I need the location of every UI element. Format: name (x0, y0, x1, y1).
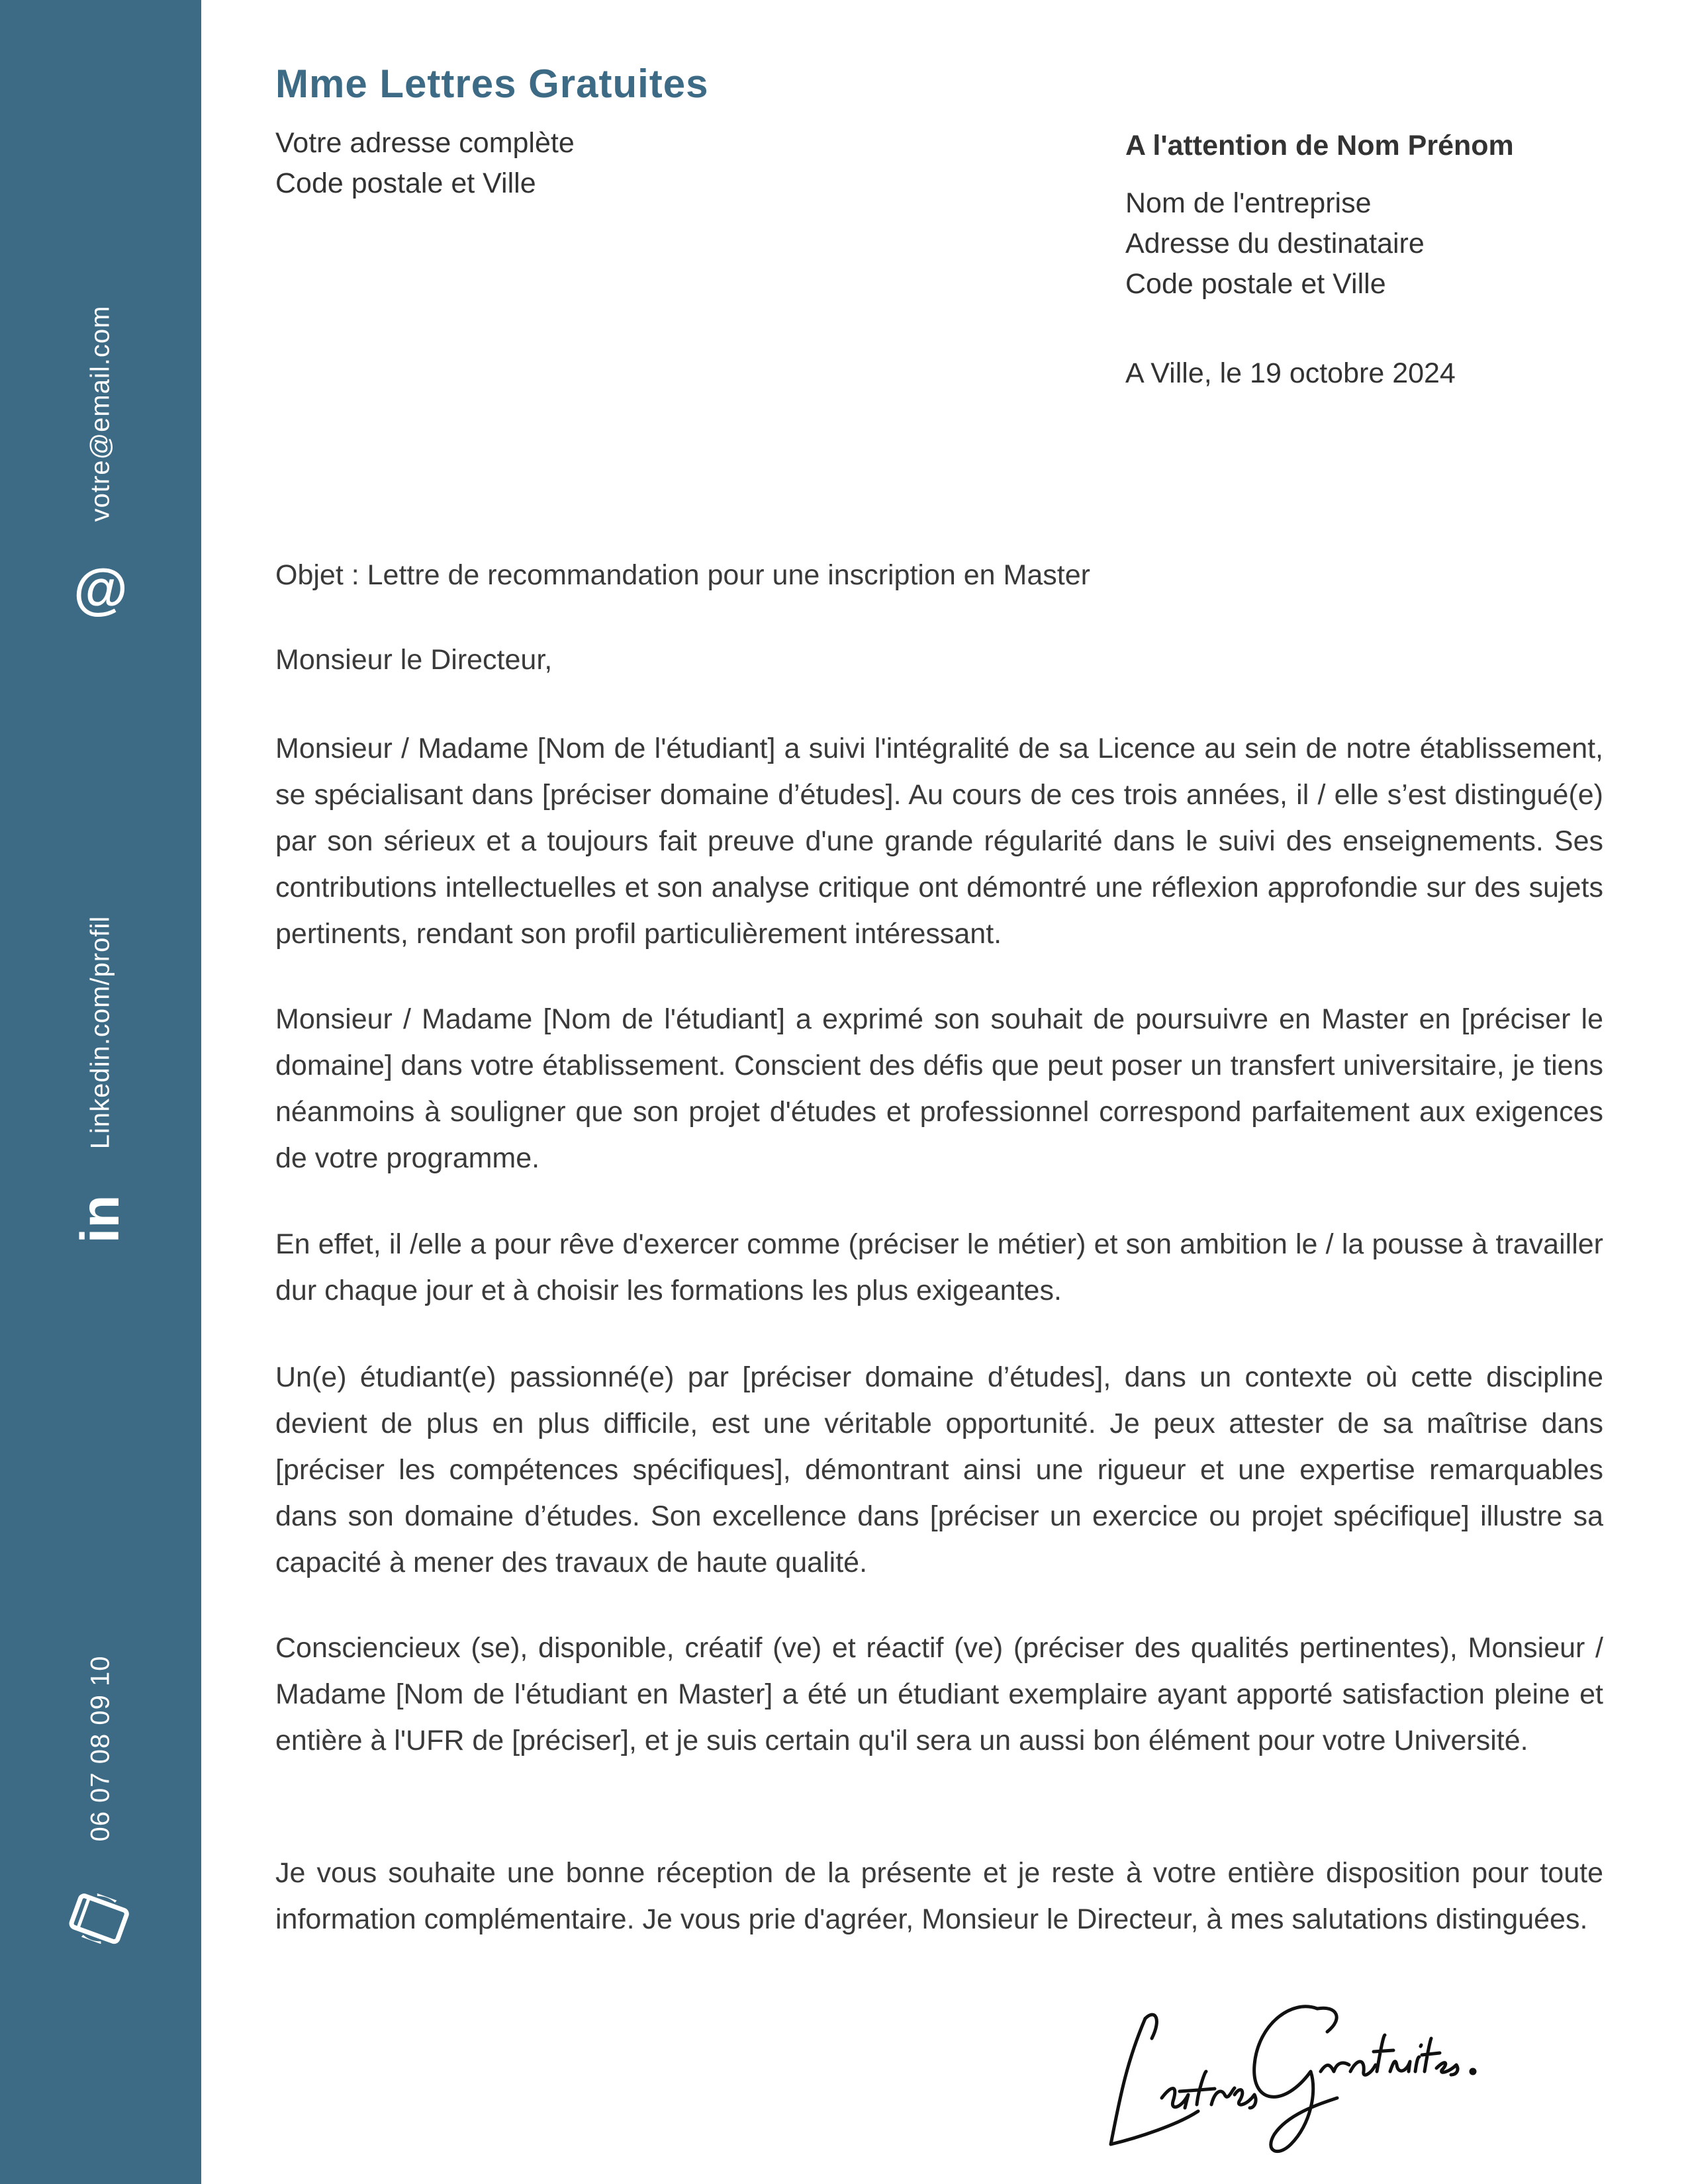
letter-greeting: Monsieur le Directeur, (275, 644, 553, 676)
sender-address: Votre adresse complète (275, 127, 575, 159)
recipient-attention: A l'attention de Nom Prénom (1125, 130, 1514, 161)
recipient-address: Adresse du destinataire (1125, 228, 1425, 259)
phone-icon (63, 1887, 138, 1952)
letter-date: A Ville, le 19 octobre 2024 (1125, 357, 1456, 389)
paragraph-6: Je vous souhaite une bonne réception de la présente et je reste à votre entière disposition pour toute information complémentaire. Je vous prie d'agréer, Monsieur le Directeur, à mes salutations distinguées. (275, 1857, 1603, 1935)
email-text[interactable]: votre@email.com (85, 305, 115, 522)
paragraph-2: Monsieur / Madame [Nom de l'étudiant] a exprimé son souhait de poursuivre en Master en [préciser le domaine] dans votre établissement. Conscient des défis que peut poser un transfert universitaire, je tiens néanmoins à souligner que son projet d'études et professionnel correspond parfaitement aux exigences de votre programme. (275, 1003, 1603, 1174)
sender-name: Mme Lettres Gratuites (275, 62, 709, 106)
linkedin-text[interactable]: Linkedin.com/profil (85, 915, 115, 1150)
recipient-company: Nom de l'entreprise (1125, 187, 1372, 219)
contact-sidebar (0, 0, 201, 2184)
handwritten-signature (1099, 1972, 1483, 2171)
sender-city: Code postale et Ville (275, 167, 536, 199)
at-icon: @ (73, 557, 128, 620)
paragraph-1: Monsieur / Madame [Nom de l'étudiant] a suivi l'intégralité de sa Licence au sein de notre établissement, se spécialisant dans [préciser domaine d’études]. Au cours de ces trois années, il / elle s’est distingué(e) par son sérieux et a toujours fait preuve d'une grande régularité dans le suivi des enseignements. Ses contributions intellectuelles et son analyse critique ont démontré une réflexion approfondie sur des sujets pertinents, rendant son profil particulièrement intéressant. (275, 733, 1603, 950)
recipient-city: Code postale et Ville (1125, 268, 1386, 300)
letter-subject: Objet : Lettre de recommandation pour une inscription en Master (275, 559, 1090, 591)
paragraph-3: En effet, il /elle a pour rêve d'exercer comme (préciser le métier) et son ambition le / la pousse à travailler dur chaque jour et à choisir les formations les plus exigeantes. (275, 1228, 1603, 1306)
linkedin-icon: in (70, 1195, 130, 1244)
paragraph-5: Consciencieux (se), disponible, créatif (ve) et réactif (ve) (préciser des qualités pertinentes), Monsieur / Madame [Nom de l'étudiant en Master] a été un étudiant exemplaire ayant apporté satisfaction pleine et entière à l'UFR de [préciser], et je suis certain qu'il sera un aussi bon élément pour votre Université. (275, 1632, 1603, 1756)
phone-text[interactable]: 06 07 08 09 10 (85, 1655, 115, 1842)
paragraph-4: Un(e) étudiant(e) passionné(e) par [préciser domaine d’études], dans un contexte où cette discipline devient de plus en plus difficile, est une véritable opportunité. Je peux attester de sa maîtrise dans [préciser les compétences spécifiques], démontrant ainsi une rigueur et une expertise remarquables dans son domaine d’études. Son excellence dans [préciser un exercice ou projet spécifique] illustre sa capacité à mener des travaux de haute qualité. (275, 1361, 1603, 1578)
